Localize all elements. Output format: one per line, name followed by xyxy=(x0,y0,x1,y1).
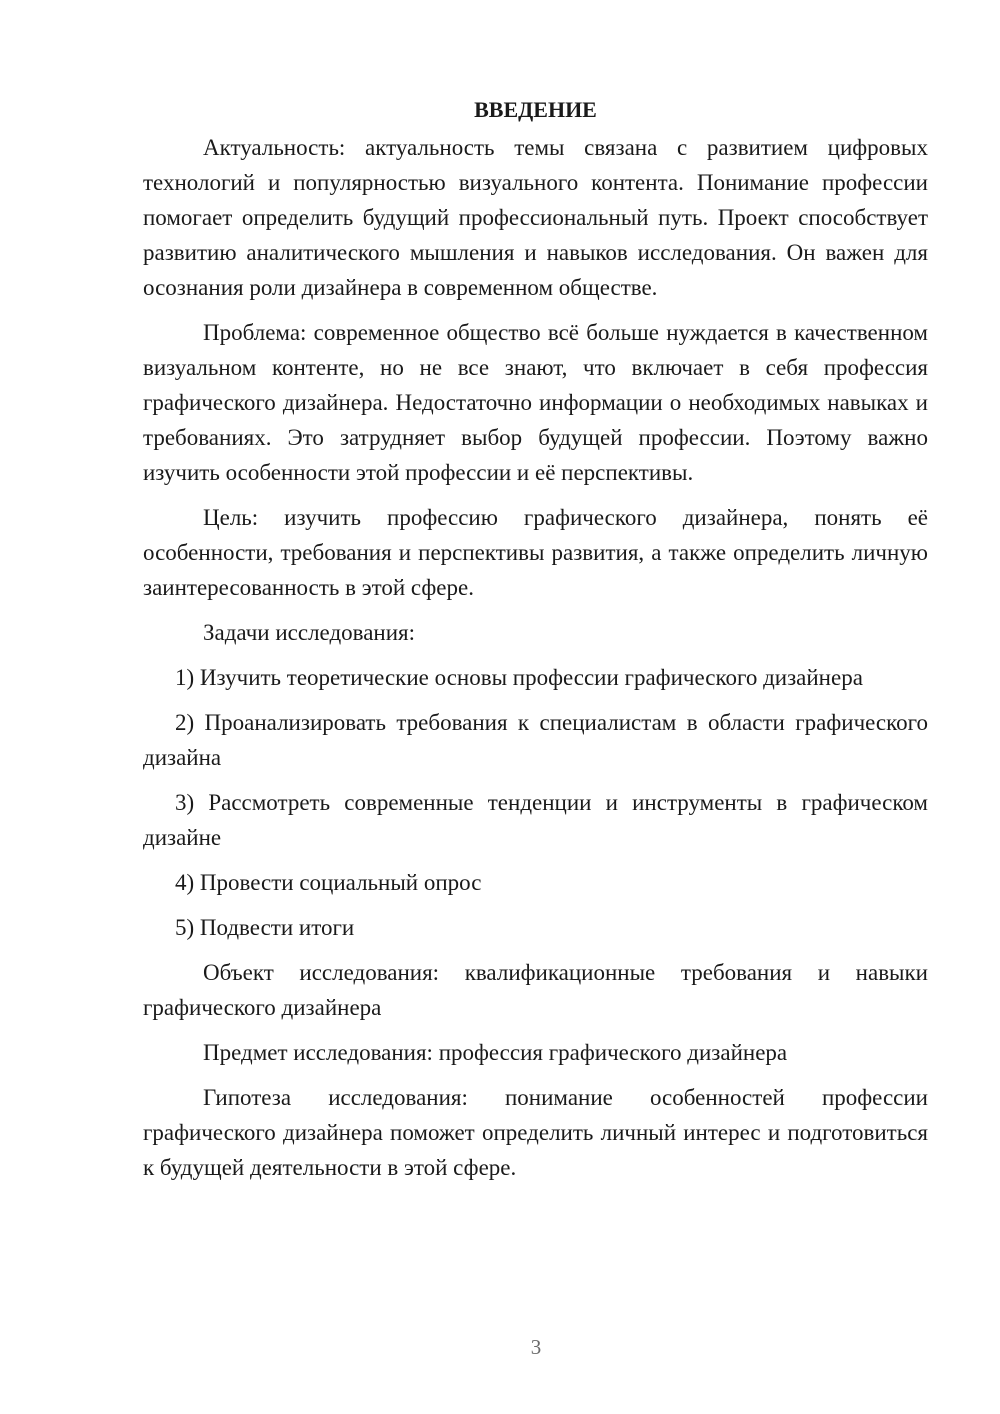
hypothesis-paragraph: Гипотеза исследования: понимание особенностей профессии графического дизайнера поможет определить личный интерес и подготовиться к будущей деятельности в этой сфере. xyxy=(143,1085,928,1180)
task-item-2: 2) Проанализировать требования к специалистам в области графического дизайна xyxy=(143,710,928,770)
page-content xyxy=(143,92,928,1195)
problem-paragraph: Проблема: современное общество всё больше нуждается в качественном визуальном контенте, но не все знают, что включает в себя профессия графического дизайнера. Недостаточно информации о необходимых навыках и требованиях. Это затрудняет выбор будущей профессии. Поэтому важно изучить особенности этой профессии и её перспективы. xyxy=(143,320,928,485)
tasks-heading: Задачи исследования: xyxy=(203,620,416,645)
task-item-5: 5) Подвести итоги xyxy=(175,915,355,940)
task-item-4: 4) Провести социальный опрос xyxy=(175,870,482,895)
task-item-1: 1) Изучить теоретические основы профессии графического дизайнера xyxy=(175,665,863,690)
relevance-paragraph: Актуальность: актуальность темы связана с развитием цифровых технологий и популярностью визуального контента. Понимание профессии помогает определить будущий профессиональный путь. Проект способствует развитию аналитического мышления и навыков исследования. Он важен для осознания роли дизайнера в современном обществе. xyxy=(143,135,928,300)
subject-paragraph: Предмет исследования: профессия графического дизайнера xyxy=(203,1040,788,1065)
object-paragraph: Объект исследования: квалификационные требования и навыки графического дизайнера xyxy=(143,960,928,1020)
task-item-3: 3) Рассмотреть современные тенденции и инструменты в графическом дизайне xyxy=(143,790,928,850)
section-title: ВВЕДЕНИЕ xyxy=(474,97,597,122)
goal-paragraph: Цель: изучить профессию графического дизайнера, понять её особенности, требования и перспективы развития, а также определить личную заинтересованность в этой сфере. xyxy=(143,505,928,600)
page-number: 3 xyxy=(530,1335,542,1359)
